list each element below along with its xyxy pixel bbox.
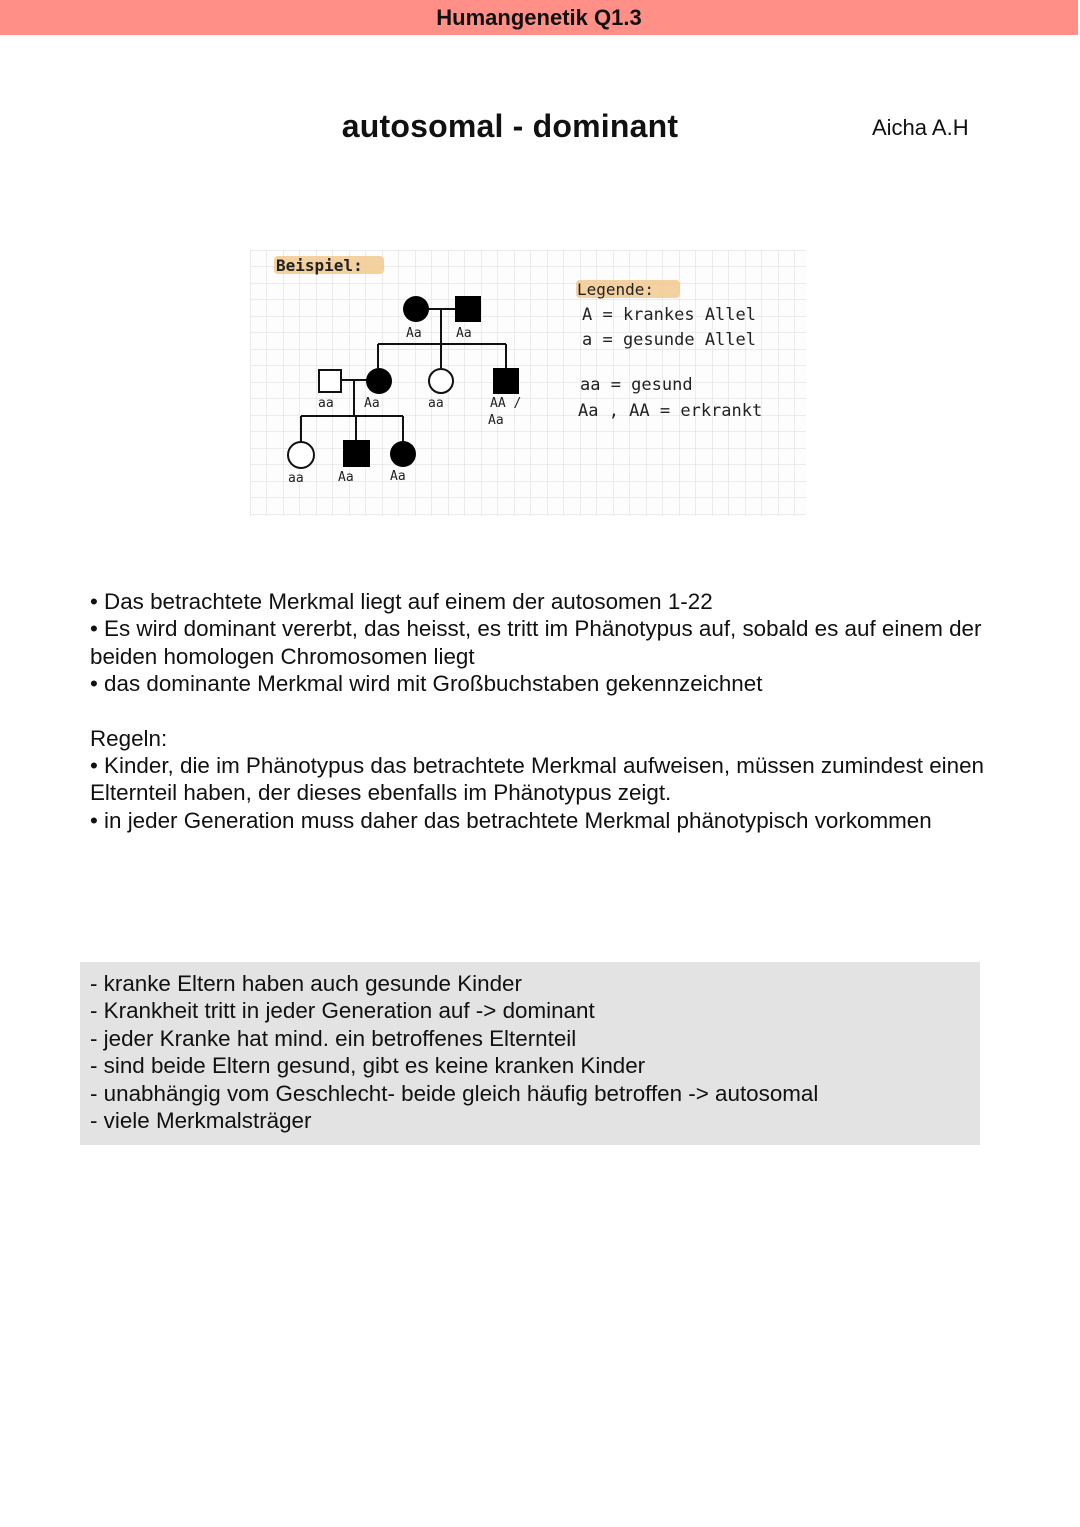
husband-healthy-male: [319, 370, 341, 392]
genotype-label: Aa: [406, 326, 422, 341]
pedigree-diagram: [250, 250, 806, 516]
rule-text: • in jeder Generation muss daher das betrachtete Merkmal phänotypisch vorkommen: [90, 807, 932, 833]
summary-item: - jeder Kranke hat mind. ein betroffenes Elternteil: [90, 1025, 577, 1051]
example-label: Beispiel:: [276, 256, 363, 275]
genotype-label: aa: [318, 396, 334, 411]
header-bar: [0, 0, 1078, 35]
bullet-text: • Es wird dominant vererbt, das heisst, es tritt im Phänotypus auf, sobald es auf einem der beiden homologen Chromosomen liegt: [90, 616, 982, 669]
grandchild-healthy-female: [288, 442, 314, 468]
genotype-label: Aa: [488, 413, 504, 428]
legend-line: A = krankes Allel: [582, 305, 756, 325]
grandfather-affected-male: [455, 296, 481, 322]
daughter-affected-female: [366, 368, 392, 394]
genotype-label: aa: [428, 396, 444, 411]
genotype-label: Aa: [338, 470, 354, 485]
genotype-label: aa: [288, 471, 304, 486]
summary-item: - sind beide Eltern gesund, gibt es keine kranken Kinder: [90, 1053, 646, 1079]
grandmother-affected-female: [403, 296, 429, 322]
summary-item: - Krankheit tritt in jeder Generation auf -> dominant: [90, 998, 595, 1024]
bullet-text: • das dominante Merkmal wird mit Großbuchstaben gekennzeichnet: [90, 671, 763, 697]
summary-item: - viele Merkmalsträger: [90, 1108, 312, 1134]
legend-line: Aa , AA = erkrankt: [578, 401, 763, 421]
genotype-label: Aa: [456, 326, 472, 341]
author-name: Aicha A.H: [872, 115, 969, 140]
summary-list: [80, 962, 980, 1134]
summary-box: [80, 962, 980, 1145]
legend-line: aa = gesund: [580, 375, 693, 395]
rules-heading: Regeln:: [90, 725, 168, 751]
header-title: Humangenetik Q1.3: [436, 5, 642, 30]
page-title: autosomal - dominant: [341, 108, 679, 144]
genotype-label: AA /: [490, 396, 522, 411]
summary-item: - kranke Eltern haben auch gesunde Kinder: [90, 971, 522, 996]
rule-text: • Kinder, die im Phänotypus das betrachtete Merkmal aufweisen, müssen zumindest einen Elternteil haben, der dieses ebenfalls im Phänotypus zeigt.: [90, 753, 984, 806]
grandchild-affected-female: [390, 441, 416, 467]
genotype-label: Aa: [390, 469, 406, 484]
grandchild-affected-male: [343, 440, 370, 467]
son-affected-male: [493, 368, 519, 394]
legend-line: a = gesunde Allel: [582, 330, 756, 350]
notes-section: [90, 588, 1020, 834]
genotype-label: Aa: [364, 396, 380, 411]
second-daughter-healthy-female: [429, 369, 453, 393]
legend-title: Legende:: [577, 280, 655, 299]
bullet-text: • Das betrachtete Merkmal liegt auf einem der autosomen 1-22: [90, 589, 713, 614]
summary-item: - unabhängig vom Geschlecht- beide gleich häufig betroffen -> autosomal: [90, 1080, 819, 1106]
